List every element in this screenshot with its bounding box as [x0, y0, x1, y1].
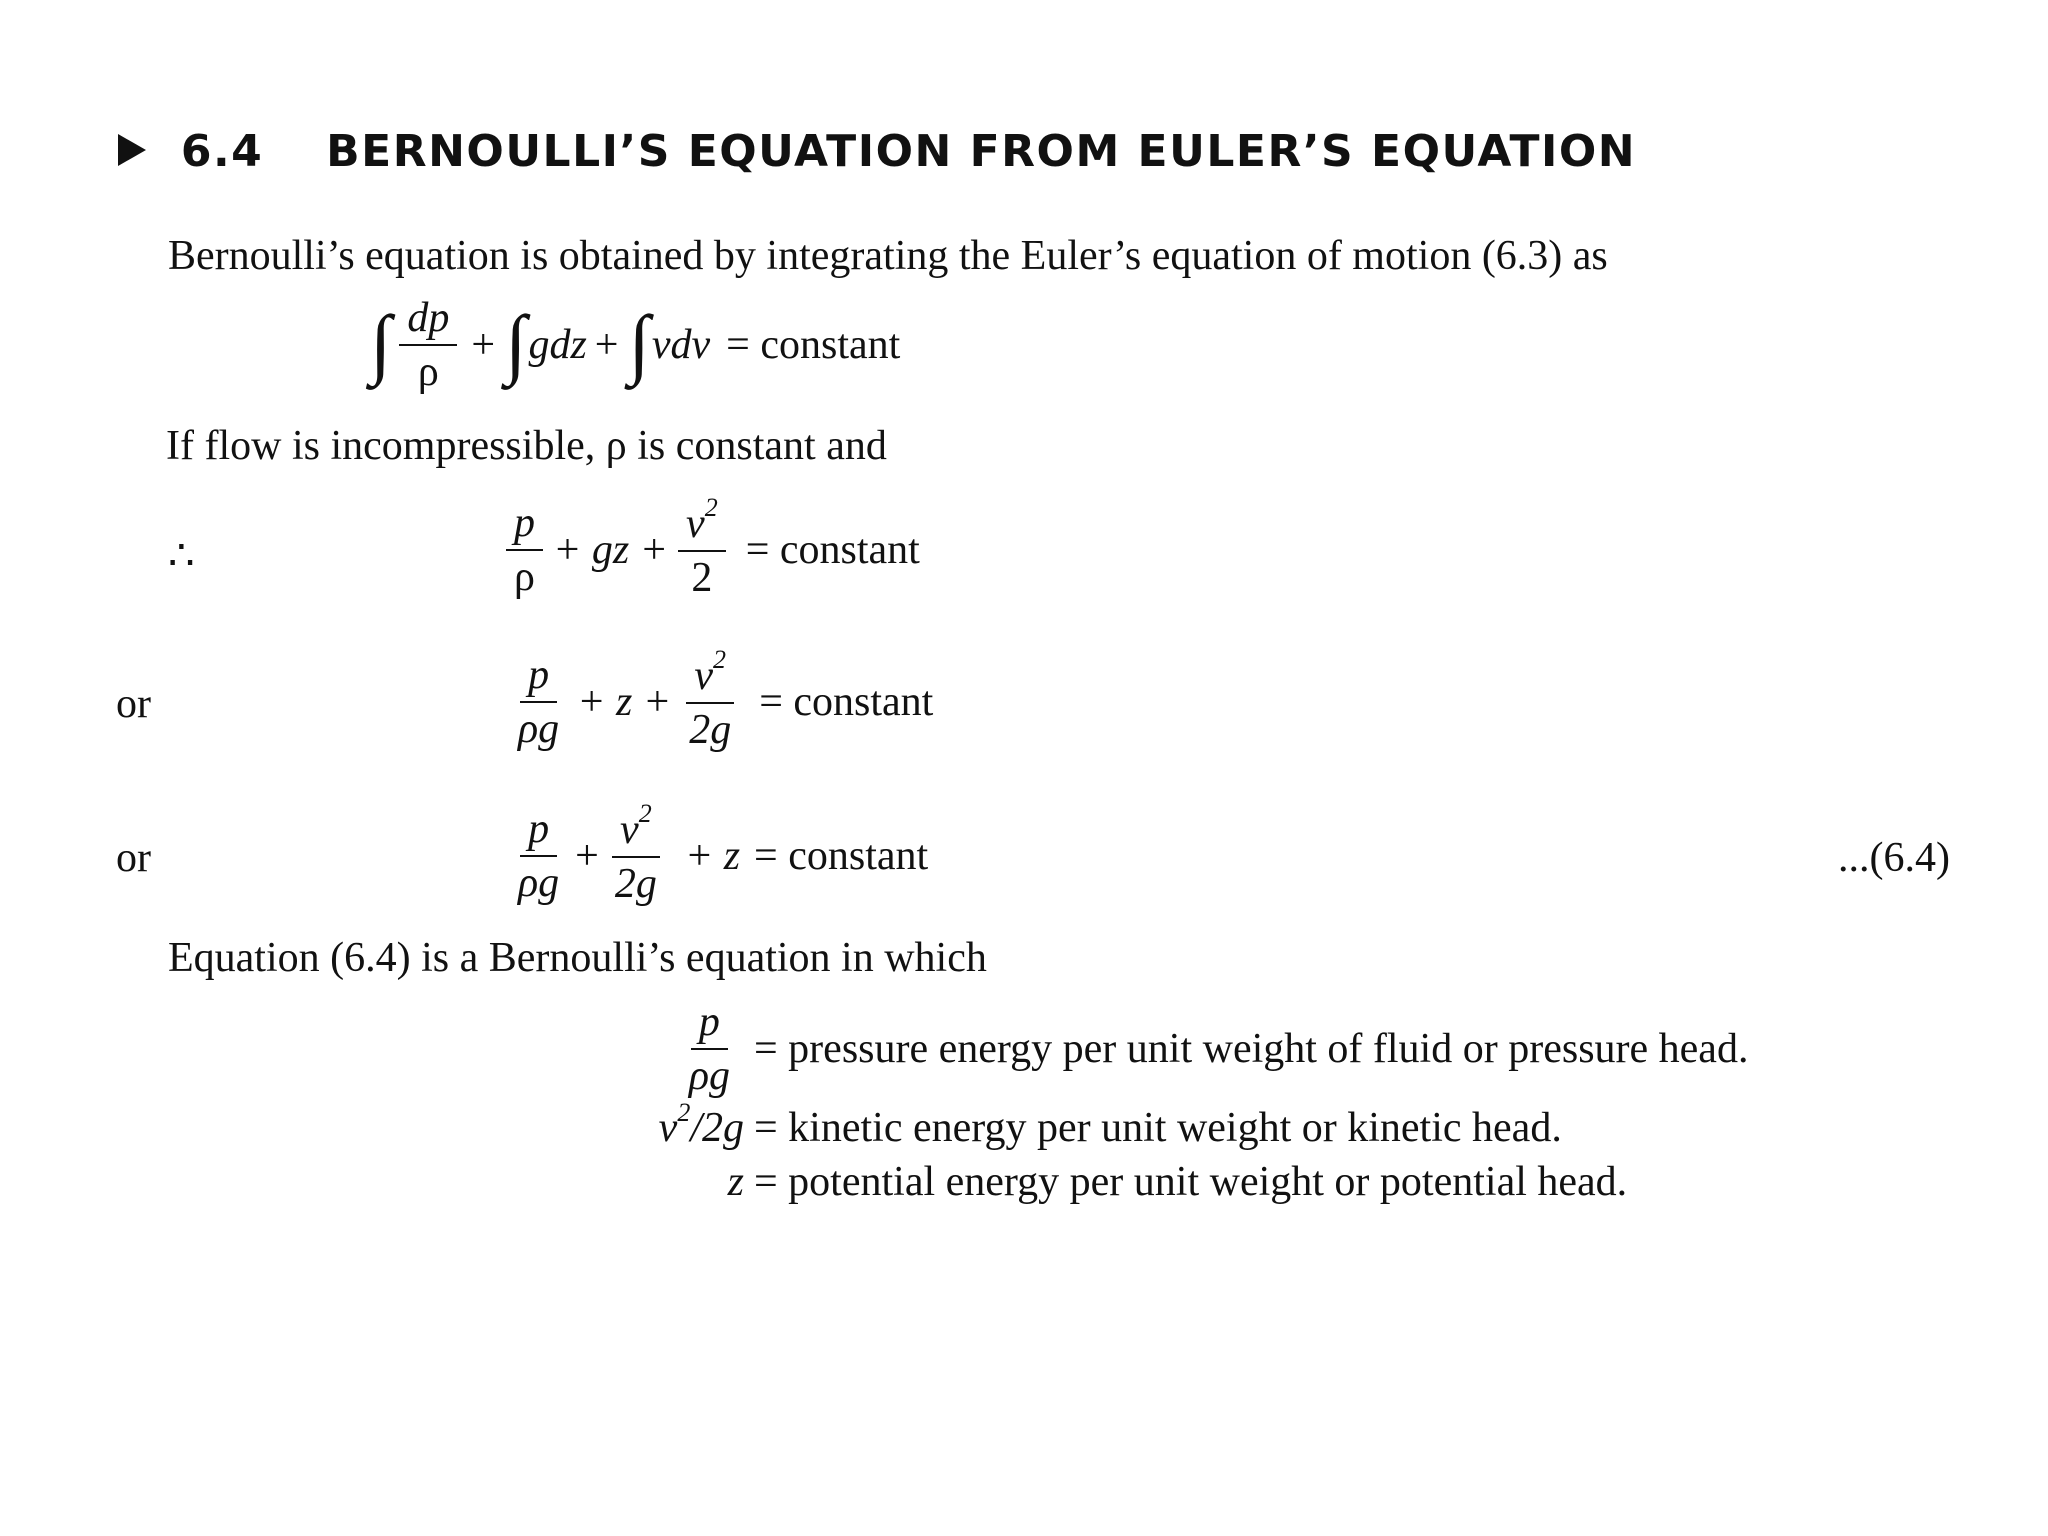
- equation-3: [504, 799, 929, 908]
- superscript-2: 2: [677, 1098, 691, 1128]
- rhs-constant: = constant: [759, 679, 934, 726]
- term-z: + z +: [577, 679, 672, 726]
- definition-text: = pressure energy per unit weight of fluid or pressure head.: [754, 1026, 1749, 1073]
- symbol-v: v: [620, 807, 639, 853]
- section-number: 6.4: [180, 126, 264, 177]
- definitions-list: [630, 1000, 1758, 1212]
- denominator-2g: 2g: [614, 861, 657, 908]
- equation-1: [500, 493, 920, 602]
- denominator-2: 2: [691, 555, 713, 602]
- symbol-slash-2g: /2g: [690, 1105, 744, 1152]
- equation-2: [504, 645, 934, 754]
- denominator-rho: ρ: [417, 349, 439, 396]
- fraction-p-rho: [506, 501, 543, 599]
- definition-kinetic-head: [630, 1098, 1758, 1152]
- plus-sign: +: [471, 322, 496, 369]
- therefore-symbol: ∴: [168, 533, 195, 579]
- symbol-v: v: [686, 501, 705, 547]
- equation-number: ...(6.4): [1838, 835, 1950, 881]
- superscript-2: 2: [704, 493, 718, 522]
- definition-symbol: [630, 1158, 744, 1206]
- superscript-2: 2: [713, 645, 727, 674]
- term-gdz: gdz: [528, 322, 587, 369]
- integral-equation: [368, 296, 900, 394]
- symbol-v: v: [694, 653, 714, 699]
- fraction-p-rhog: [510, 807, 567, 905]
- symbol-z: z: [727, 1159, 744, 1206]
- denominator-rho: ρ: [514, 554, 535, 601]
- section-heading: [118, 126, 1636, 177]
- denominator-rhog: ρg: [518, 860, 560, 907]
- integral-sign: ∫: [628, 299, 650, 387]
- fraction-v2-2: [678, 493, 726, 602]
- fraction-v2-2g: [607, 799, 665, 908]
- definition-text: = potential energy per unit weight or potential head.: [754, 1159, 1628, 1206]
- symbol-v: v: [658, 1105, 678, 1152]
- numerator-p: p: [691, 1000, 728, 1050]
- definition-symbol: [630, 1000, 744, 1098]
- denominator-2g: 2g: [689, 707, 732, 754]
- numerator-p: p: [506, 501, 543, 551]
- equation-note-paragraph: Equation (6.4) is a Bernoulli’s equation in which: [168, 935, 987, 981]
- numerator-dp: dp: [399, 296, 457, 346]
- term-vdv: vdv: [651, 322, 711, 369]
- term-z: + z: [684, 833, 741, 880]
- definition-text: = kinetic energy per unit weight or kinetic head.: [754, 1105, 1562, 1152]
- numerator-v2: [686, 645, 734, 704]
- term-gz: + gz +: [553, 527, 669, 574]
- or-label: or: [116, 835, 151, 881]
- fraction-p-rhog: [681, 1000, 738, 1098]
- numerator-p: p: [520, 653, 557, 703]
- numerator-v2: [678, 493, 726, 552]
- incompressible-paragraph: If flow is incompressible, ρ is constant and: [166, 423, 887, 469]
- definition-potential-head: [630, 1158, 1758, 1206]
- rhs-constant: = constant: [726, 322, 901, 369]
- or-label: or: [116, 681, 151, 727]
- triangle-marker-icon: [118, 134, 146, 166]
- numerator-v2: [612, 799, 660, 858]
- section-title: BERNOULLI’S EQUATION FROM EULER’S EQUATION: [326, 126, 1637, 177]
- fraction-p-rhog: [510, 653, 567, 751]
- superscript-2: 2: [638, 799, 652, 828]
- plus-sign: +: [594, 322, 619, 369]
- integral-sign: ∫: [370, 299, 392, 387]
- numerator-p: p: [520, 807, 557, 857]
- fraction-v2-2g: [681, 645, 739, 754]
- plus-sign: +: [575, 833, 599, 880]
- intro-paragraph: Bernoulli’s equation is obtained by integrating the Euler’s equation of motion (6.3) as: [168, 233, 1608, 279]
- denominator-rhog: ρg: [688, 1053, 730, 1100]
- integral-sign: ∫: [505, 299, 527, 387]
- definition-symbol: [630, 1098, 744, 1152]
- definition-pressure-head: [630, 1000, 1758, 1098]
- rhs-constant: = constant: [754, 833, 929, 880]
- denominator-rhog: ρg: [518, 706, 560, 753]
- fraction-dp-rho: [399, 296, 457, 394]
- rhs-constant: = constant: [745, 527, 920, 574]
